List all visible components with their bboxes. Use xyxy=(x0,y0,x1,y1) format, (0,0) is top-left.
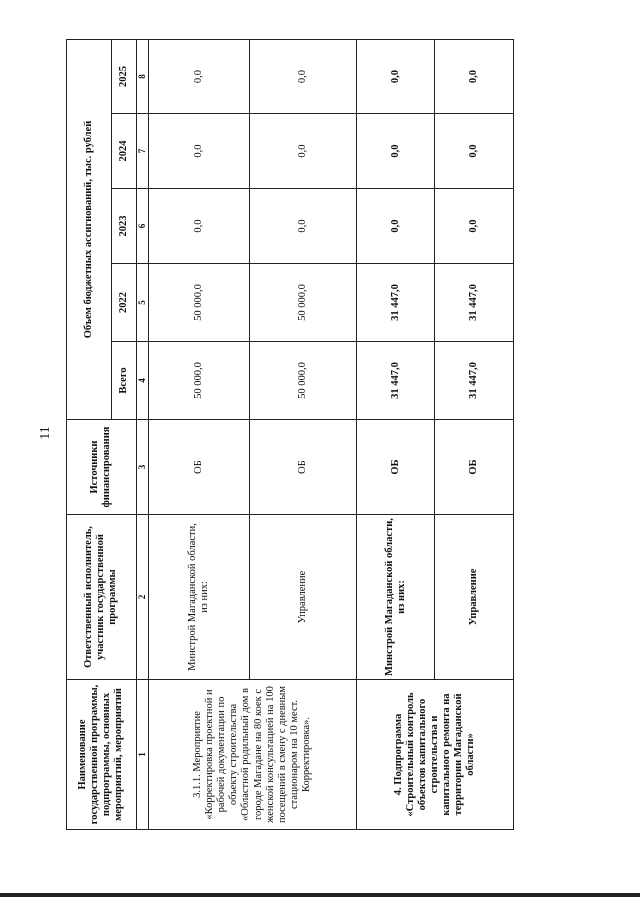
row-source: ОБ xyxy=(250,420,357,515)
col-number: 3 xyxy=(136,420,149,515)
row-2022: 31 447,0 xyxy=(356,264,435,342)
header-budget-group: Объем бюджетных ассигнований, тыс. рублей xyxy=(67,39,112,419)
row-2024: 0,0 xyxy=(149,114,250,189)
col-number: 2 xyxy=(136,515,149,680)
rotated-table-area xyxy=(66,40,514,830)
row-executor: Минстрой Магаданской области, из них: xyxy=(356,515,435,680)
row-2024: 0,0 xyxy=(250,114,357,189)
page-bottom-border xyxy=(0,893,640,897)
row-source: ОБ xyxy=(149,420,250,515)
header-2022: 2022 xyxy=(111,264,136,342)
row-executor: Управление xyxy=(250,515,357,680)
header-2023: 2023 xyxy=(111,189,136,264)
row-2025: 0,0 xyxy=(435,39,514,113)
row-2022: 50 000,0 xyxy=(149,264,250,342)
row-total: 50 000,0 xyxy=(250,342,357,420)
row-total: 31 447,0 xyxy=(356,342,435,420)
row-source: ОБ xyxy=(356,420,435,515)
budget-table xyxy=(66,39,514,830)
row-executor: Управление xyxy=(435,515,514,680)
header-source: Источники финансирования xyxy=(67,420,137,515)
row-2022: 50 000,0 xyxy=(250,264,357,342)
row-name-subprogram-4: 4. Подпрограмма «Строительный контроль объектов капитального строительства и капитального ремонта на территории Магаданской области» xyxy=(356,680,513,830)
row-2023: 0,0 xyxy=(250,189,357,264)
col-number: 4 xyxy=(136,342,149,420)
row-2022: 31 447,0 xyxy=(435,264,514,342)
header-name: Наименование государственной программы, подпрограммы, основных мероприятий, мероприятий xyxy=(67,680,137,830)
row-2025: 0,0 xyxy=(149,39,250,113)
row-2024: 0,0 xyxy=(435,114,514,189)
header-2024: 2024 xyxy=(111,114,136,189)
col-number: 5 xyxy=(136,264,149,342)
row-executor: Минстрой Магаданской области, из них: xyxy=(149,515,250,680)
row-2023: 0,0 xyxy=(435,189,514,264)
header-total: Всего xyxy=(111,342,136,420)
row-2025: 0,0 xyxy=(356,39,435,113)
col-number: 1 xyxy=(136,680,149,830)
row-source: ОБ xyxy=(435,420,514,515)
col-number: 8 xyxy=(136,39,149,113)
row-2025: 0,0 xyxy=(250,39,357,113)
row-total: 31 447,0 xyxy=(435,342,514,420)
col-number: 6 xyxy=(136,189,149,264)
page-number: 11 xyxy=(38,426,53,440)
row-2024: 0,0 xyxy=(356,114,435,189)
header-executor: Ответственный исполнитель, участник государственной программы xyxy=(67,515,137,680)
row-total: 50 000,0 xyxy=(149,342,250,420)
row-2023: 0,0 xyxy=(149,189,250,264)
col-number: 7 xyxy=(136,114,149,189)
row-name-3-1-1: 3.1.1. Мероприятие «Корректировка проектной и рабочей документации по объекту строительства «Областной родильный дом в городе Магадане на 80 коек с женской консультацией на 100 посещений в смену с дневным стационаром на 10 мест. Корректировка». xyxy=(149,680,357,830)
row-2023: 0,0 xyxy=(356,189,435,264)
header-2025: 2025 xyxy=(111,39,136,113)
